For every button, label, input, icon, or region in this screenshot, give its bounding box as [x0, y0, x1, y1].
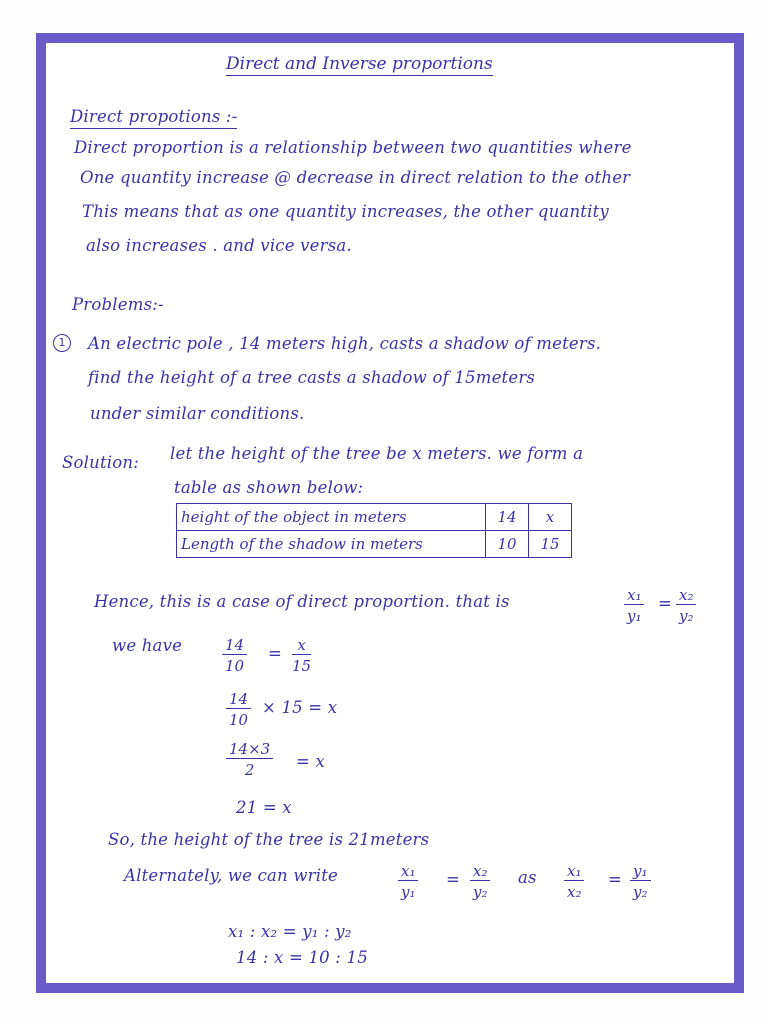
problem-line: under similar conditions.: [90, 404, 305, 423]
equals-sign: =: [658, 594, 673, 613]
fraction: [226, 740, 273, 779]
table-cell: x: [529, 504, 572, 531]
table-cell: Length of the shadow in meters: [177, 531, 486, 558]
fraction: [564, 862, 584, 901]
as-label: as: [518, 868, 537, 887]
equals-sign: =: [608, 870, 623, 889]
fraction-denominator: y₁: [626, 607, 642, 625]
hence-statement: Hence, this is a case of direct proportion. that is: [94, 592, 510, 611]
we-have-label: we have: [112, 636, 183, 655]
equals-sign: =: [446, 870, 461, 889]
table-row: [177, 504, 572, 531]
fraction-numerator: x: [292, 636, 311, 655]
fraction-numerator: 14: [226, 690, 251, 709]
equals-sign: =: [268, 644, 283, 663]
table-cell: 15: [529, 531, 572, 558]
solution-line: let the height of the tree be x meters. we form a: [170, 444, 584, 463]
solution-line: table as shown below:: [174, 478, 364, 497]
table-row: [177, 531, 572, 558]
equation-rest: × 15 = x: [262, 698, 338, 717]
fraction-numerator: x₁: [624, 586, 644, 605]
problem-line: find the height of a tree casts a shadow of 15meters: [88, 368, 536, 387]
fraction: [292, 636, 311, 675]
fraction-denominator: 15: [292, 657, 312, 675]
conclusion-line: So, the height of the tree is 21meters: [108, 830, 430, 849]
ratio-line: 14 : x = 10 : 15: [236, 948, 368, 967]
page-title: Direct and Inverse proportions: [226, 54, 493, 74]
fraction: [624, 586, 644, 625]
definition-line: also increases . and vice versa.: [86, 236, 352, 255]
fraction-denominator: 10: [229, 711, 249, 729]
fraction: [398, 862, 418, 901]
problems-heading: Problems:-: [72, 295, 164, 314]
fraction-numerator: x₂: [470, 862, 490, 881]
fraction-numerator: 14×3: [226, 740, 273, 759]
table-cell: 10: [486, 531, 529, 558]
definition-line: Direct proportion is a relationship between two quantities where: [74, 138, 632, 157]
fraction-numerator: x₁: [564, 862, 584, 881]
fraction-denominator: x₂: [567, 883, 582, 901]
equation-rest: = x: [296, 752, 325, 771]
fraction-numerator: 14: [222, 636, 247, 655]
fraction-denominator: 10: [225, 657, 245, 675]
alternately-label: Alternately, we can write: [124, 866, 338, 885]
fraction: [470, 862, 490, 901]
fraction: [222, 636, 247, 675]
problem-line: An electric pole , 14 meters high, casts a shadow of meters.: [88, 334, 602, 353]
problem-number-badge: 1: [53, 334, 71, 352]
fraction: [676, 586, 696, 625]
fraction-denominator: y₂: [678, 607, 694, 625]
fraction-denominator: y₂: [472, 883, 488, 901]
table-cell: height of the object in meters: [177, 504, 486, 531]
ratio-line: x₁ : x₂ = y₁ : y₂: [228, 922, 352, 941]
solution-label: Solution:: [62, 453, 139, 472]
fraction-numerator: x₁: [398, 862, 418, 881]
fraction: [226, 690, 251, 729]
section-heading: Direct propotions :-: [70, 109, 237, 129]
definition-line: This means that as one quantity increases, the other quantity: [82, 202, 609, 221]
fraction-denominator: 2: [244, 761, 255, 779]
fraction-numerator: x₂: [676, 586, 696, 605]
equation-result: 21 = x: [236, 798, 292, 817]
fraction-denominator: y₁: [400, 883, 416, 901]
fraction-denominator: y₂: [633, 883, 648, 901]
data-table: [176, 503, 572, 558]
table-cell: 14: [486, 504, 529, 531]
fraction-numerator: y₁: [630, 862, 651, 881]
definition-line: One quantity increase @ decrease in direct relation to the other: [80, 168, 631, 187]
fraction: [630, 862, 651, 901]
